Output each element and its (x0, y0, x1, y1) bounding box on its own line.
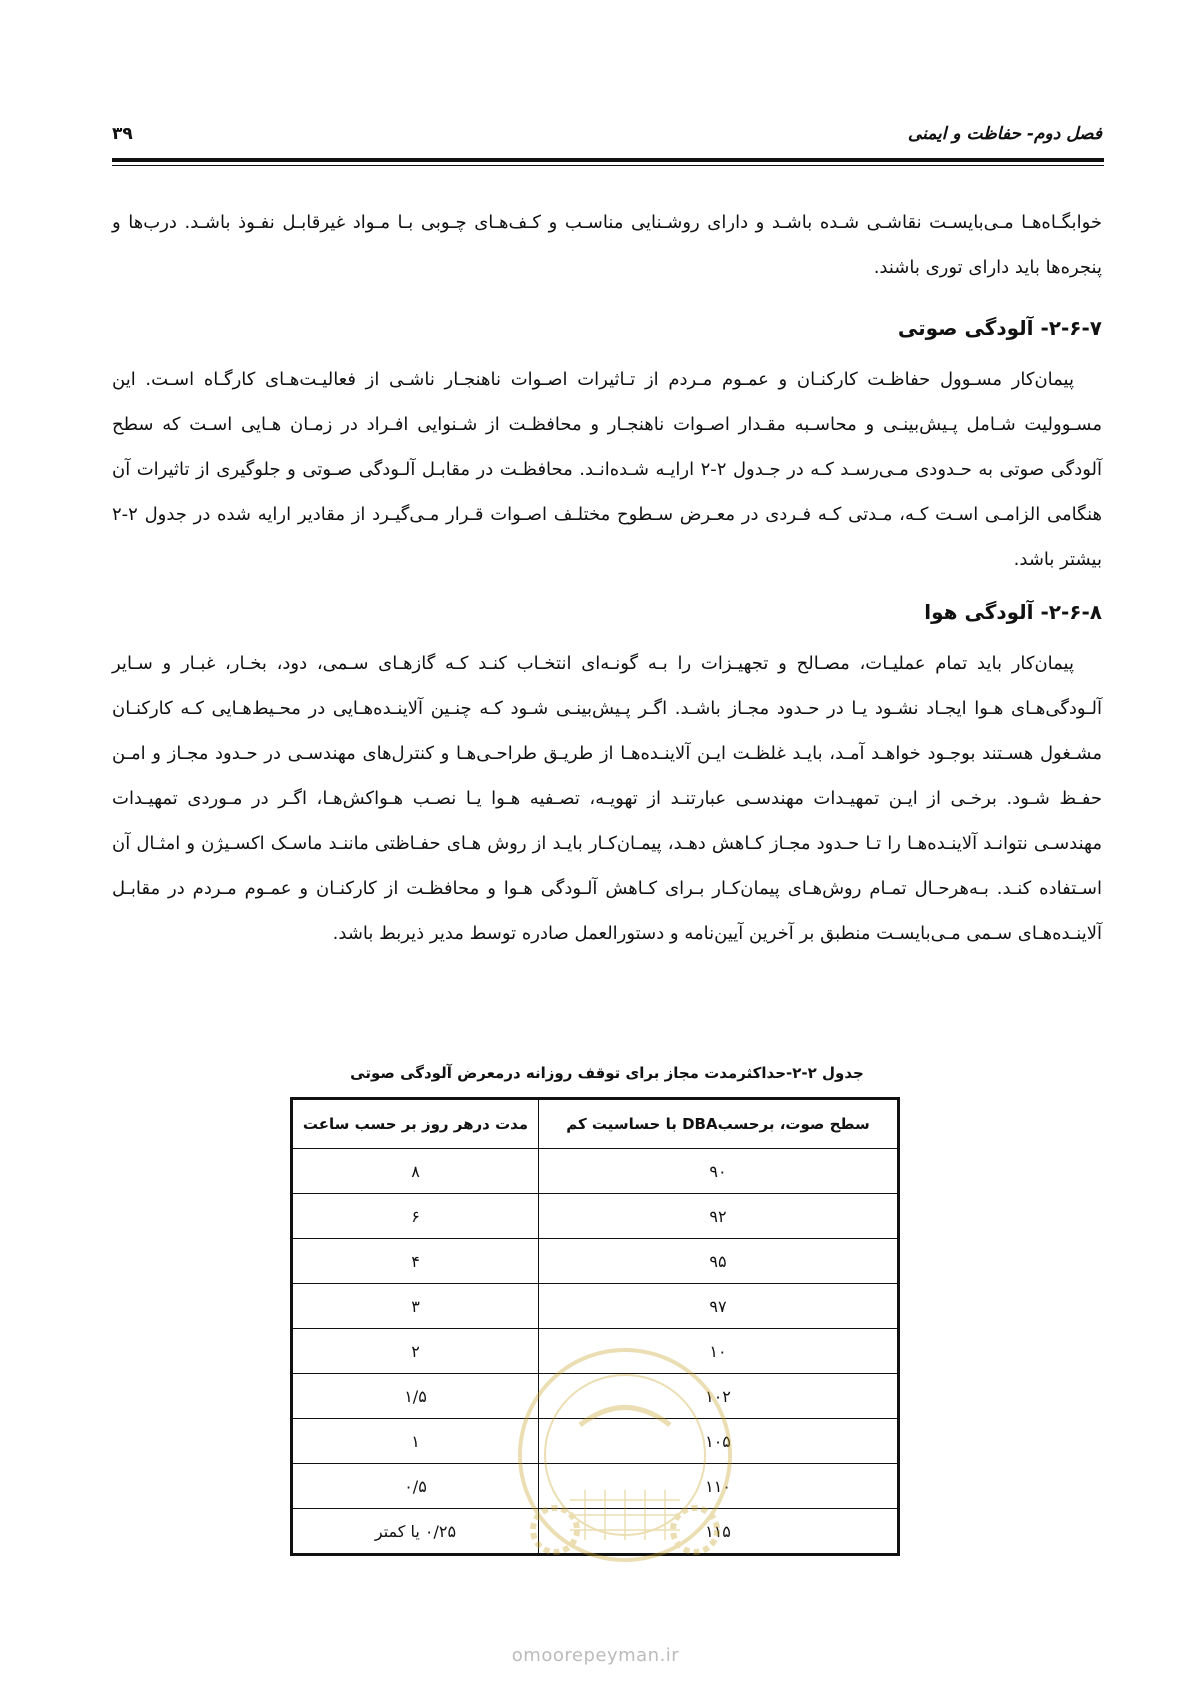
cell-sound-level: ۹۲ (539, 1194, 899, 1239)
header-rule-thin (112, 165, 1104, 166)
paragraph-1-text: خوابگـاه‌هـا مـی‌بایسـت نقاشـی شـده باشـد و دارای روشـنایی مناسـب و کـف‌هـای چـوبی بـا مـواد غیرقابـل نفـوذ باشـد. درب‌ها و پنجره‌ها باید دارای توری باشند. (112, 212, 1102, 278)
cell-sound-level: ۱۰۲ (539, 1374, 899, 1419)
cell-duration: ۱ (292, 1419, 539, 1464)
header-rule-thick (112, 158, 1104, 162)
cell-duration: ۰/۵ (292, 1464, 539, 1509)
paragraph-3-text: پیمان‌کار باید تمام عملیـات، مصـالح و تجهیـزات را بـه گونـه‌ای انتخـاب کنـد کـه گازهـای سـمی، دود، بخـار، غبـار و سـایر آلـودگی‌هـای هـوا ایجـاد نشـود یـا در حـدود مجـاز باشـد. اگـر پـیش‌بینـی شـود کـه چنـین آلاینـده‌هـایی در محـیط‌هـایی کـه کارکنـان مشـغول هسـتند بوجـود خواهـد آمـد، بایـد غلظـت ایـن آلاینـده‌هـا از طریـق طراحـی‌هـا و کنترل‌های مهندسـی در حـدود مجـاز و امـن حفـظ شـود. برخـی از ایـن تمهیـدات مهندسـی عبارتنـد از تهویـه، تصـفیه هـوا یـا نصـب هـواکش‌هـا، اگـر در مـوردی تمهیـدات مهندسـی نتوانـد آلاینـده‌هـا را تـا حـدود مجـاز کـاهش دهـد، پیمـان‌کـار بایـد از روش هـای حفـاظتی ماننـد ماسـک اکسـیژن و امثـال آن اسـتفاده کنـد. بـه‌هرحـال تمـام روش‌هـای پیمان‌کـار بـرای کـاهش آلـودگی هـوا و محافظـت از کارکنـان و عمـوم مـردم در مقابـل آلاینـده‌هـای سـمی مـی‌بایسـت منطبق بر آخرین آیین‌نامه و دستورالعمل صادره توسط مدیر ذیربط باشد. (112, 653, 1102, 944)
paragraph-3 (112, 641, 1102, 956)
website-watermark: omoorepeyman.ir (511, 1645, 680, 1666)
table-caption: جدول ۲-۲-حداکثرمدت مجاز برای توقف روزانه درمعرض آلودگی صوتی (350, 1064, 864, 1082)
header-duration: مدت درهر روز بر حسب ساعت (292, 1099, 539, 1149)
paragraph-2-text: پیمان‌کار مسـوول حفاظـت کارکنـان و عمـوم مـردم از تـاثیرات اصـوات ناهنجـار ناشـی از فعالیـت‌هـای کارگـاه اسـت. این مسـوولیت شـامل پـیش‌بینـی و محاسـبه مقـدار اصـوات ناهنجـار و محافظـت از شـنوایی افـراد در زمـان هـایی اسـت که سطح آلودگی صوتی به حـدودی مـی‌رسـد کـه در جـدول ۲-۲ ارایـه شـده‌انـد. محافظـت در مقابـل آلـودگی صـوتی و جلوگیری از تاثیرات آن هنگامی الزامـی اسـت کـه، مـدتی کـه فـردی در معـرض سـطوح مختلـف اصـوات قـرار مـی‌گیـرد از مقادیر ارایه شده در جدول ۲-۲ بیشتر باشد. (112, 369, 1103, 570)
page-header (112, 124, 1102, 148)
section-heading-noise (112, 308, 1102, 348)
cell-sound-level: ۱۰ (539, 1329, 899, 1374)
cell-duration: ۸ (292, 1149, 539, 1194)
cell-duration: ۶ (292, 1194, 539, 1239)
cell-duration: ۳ (292, 1284, 539, 1329)
table-row (292, 1239, 899, 1284)
cell-sound-level: ۹۰ (539, 1149, 899, 1194)
header-sound-level: سطح صوت، برحسبDBA با حساسیت کم (539, 1099, 899, 1149)
cell-duration: ۴ (292, 1239, 539, 1284)
table-row (292, 1284, 899, 1329)
heading-noise-pollution: ۲-۶-۷- آلودگی صوتی (897, 316, 1102, 340)
heading-air-pollution: ۲-۶-۸- آلودگی هوا (924, 600, 1102, 624)
paragraph-1 (112, 200, 1102, 290)
cell-sound-level: ۱۰۵ (539, 1419, 899, 1464)
cell-sound-level: ۱۱۰ (539, 1464, 899, 1509)
cell-sound-level: ۹۵ (539, 1239, 899, 1284)
cell-sound-level: ۹۷ (539, 1284, 899, 1329)
cell-sound-level: ۱۱۵ (539, 1509, 899, 1555)
table-header-row (292, 1099, 899, 1149)
table-row (292, 1149, 899, 1194)
cell-duration: ۰/۲۵ یا کمتر (292, 1509, 539, 1555)
chapter-title: فصل دوم- حفاظت و ایمنی (907, 124, 1102, 144)
cell-duration: ۲ (292, 1329, 539, 1374)
paragraph-2 (112, 357, 1102, 582)
watermark-logo-icon (500, 1330, 750, 1600)
table-row (292, 1194, 899, 1239)
cell-duration: ۱/۵ (292, 1374, 539, 1419)
page-number: ۳۹ (112, 124, 133, 144)
section-heading-air (112, 592, 1102, 632)
